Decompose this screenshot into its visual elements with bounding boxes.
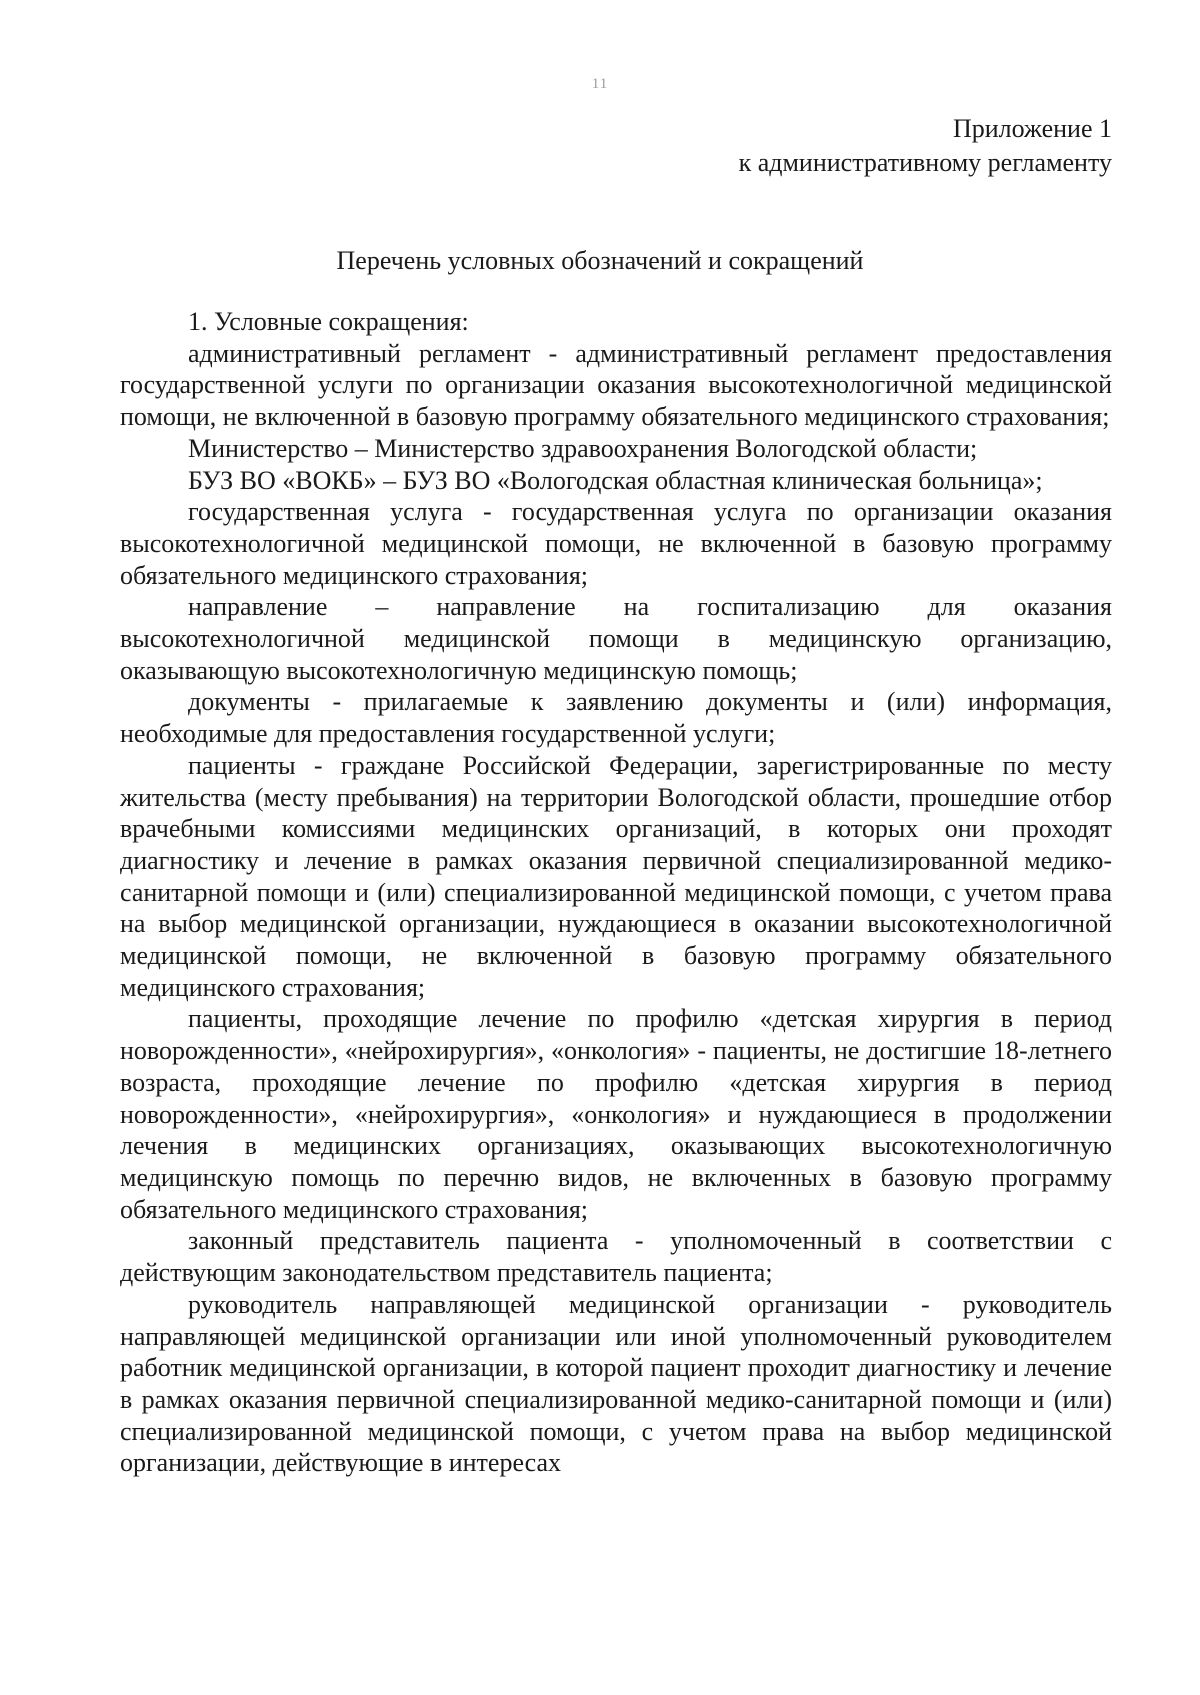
document-title: Перечень условных обозначений и сокращений <box>336 246 864 275</box>
definition-paragraph: документы - прилагаемые к заявлению документы и (или) информация, необходимые для предоставления государственной услуги; <box>120 687 1112 749</box>
definition-paragraph: БУЗ ВО «ВОКБ» – БУЗ ВО «Вологодская областная клиническая больница»; <box>188 465 1043 495</box>
definition-paragraph: административный регламент - административный регламент предоставления государственной услуги по организации оказания высокотехнологичной медицинской помощи, не включенной в базовую программу обязательного медицинского страхования; <box>120 338 1112 432</box>
document-body <box>120 306 1112 1479</box>
definition-paragraph: Министерство – Министерство здравоохранения Вологодской области; <box>188 433 978 463</box>
appendix-line-2: к административному регламенту <box>738 148 1112 177</box>
appendix-header <box>739 112 1112 180</box>
page-number: 11 <box>591 76 609 92</box>
section-heading: 1. Условные сокращения: <box>188 307 469 336</box>
definition-paragraph: направление – направление на госпитализацию для оказания высокотехнологичной медицинской помощи в медицинскую организацию, оказывающую высокотехнологичную медицинскую помощь; <box>120 592 1112 685</box>
appendix-line-1: Приложение 1 <box>952 114 1112 143</box>
definition-paragraph: пациенты, проходящие лечение по профилю «детская хирургия в период новорожденности», «нейрохирургия», «онкология» - пациенты, не достигшие 18-летнего возраста, проходящие лечение по профилю «детская хирургия в период новорожденности», «нейрохирургия», «онкология» и нуждающиеся в продолжении лечения в медицинских организациях, оказывающих высокотехнологичную медицинскую помощь по перечню видов, не включенных в базовую программу обязательного медицинского страхования; <box>120 1004 1112 1224</box>
definition-paragraph: законный представитель пациента - уполномоченный в соответствии с действующим законодательством представитель пациента; <box>120 1226 1112 1288</box>
definition-paragraph: руководитель направляющей медицинской организации - руководитель направляющей медицинской организации или иной уполномоченный руководителем работник медицинской организации, в которой пациент проходит диагностику и лечение в рамках оказания первичной специализированной медико-санитарной помощи и (или) специализированной медицинской помощи, с учетом права на выбор медицинской организации, действующие в интересах <box>120 1289 1112 1478</box>
definition-paragraph: государственная услуга - государственная услуга по организации оказания высокотехнологичной медицинской помощи, не включенной в базовую программу обязательного медицинского страхования; <box>120 497 1112 590</box>
definition-paragraph: пациенты - граждане Российской Федерации, зарегистрированные по месту жительства (месту пребывания) на территории Вологодской области, прошедшие отбор врачебными комиссиями медицинских организаций, в которых они проходят диагностику и лечение в рамках оказания первичной специализированной медико-санитарной помощи и (или) специализированной медицинской помощи, с учетом права на выбор медицинской организации, нуждающиеся в оказании высокотехнологичной медицинской помощи, не включенной в базовую программу обязательного медицинского страхования; <box>120 750 1112 1002</box>
